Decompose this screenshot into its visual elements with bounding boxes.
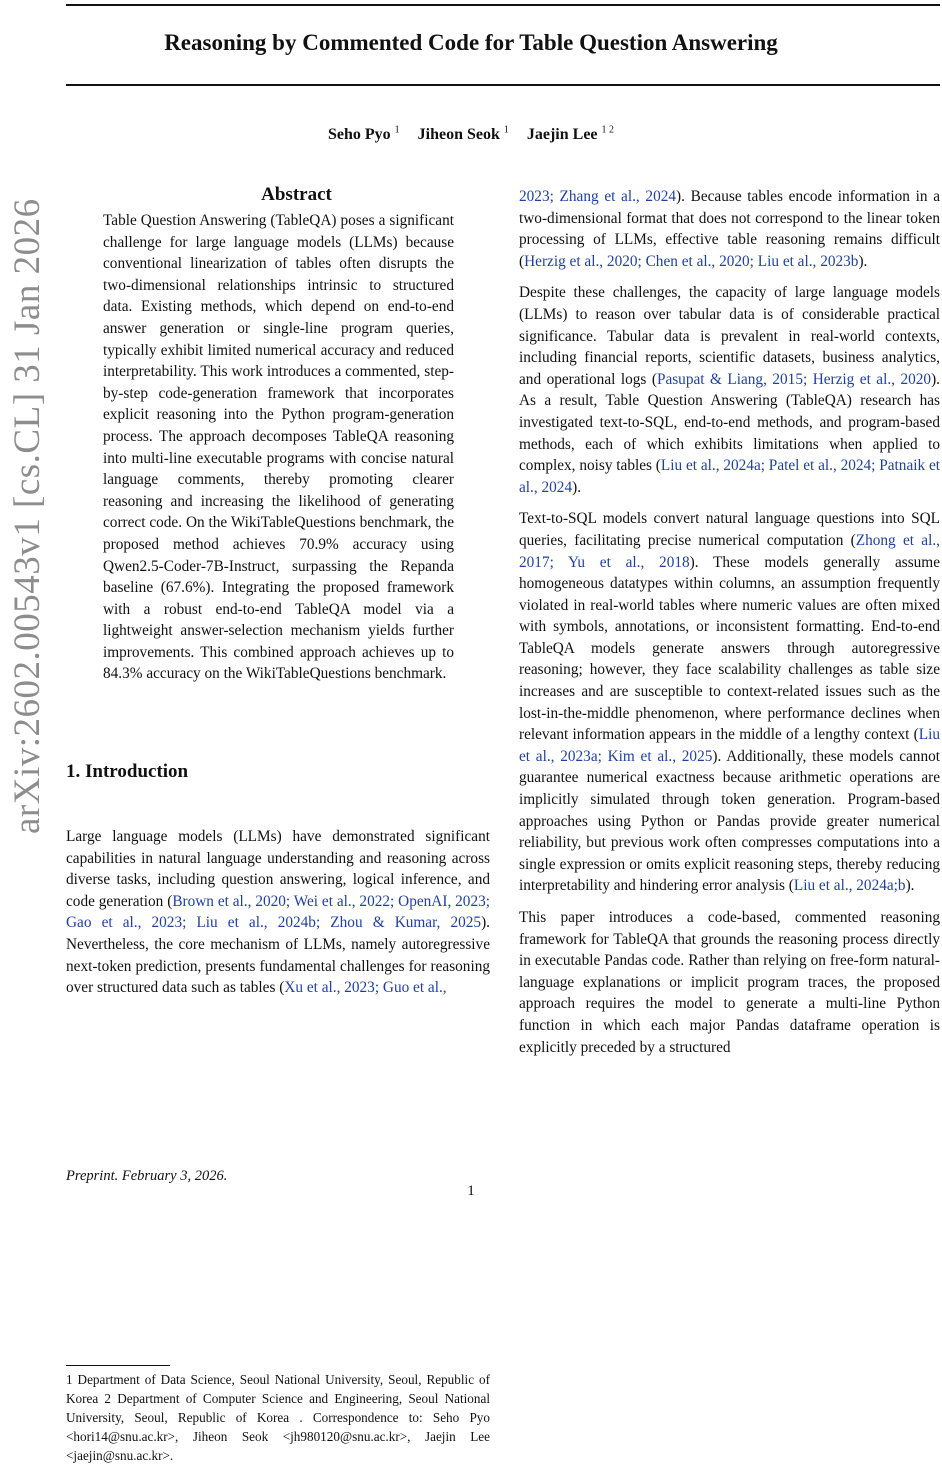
page-number: 1 xyxy=(467,1183,475,1199)
abstract-heading: Abstract xyxy=(261,184,332,205)
citation-link[interactable]: Zhong et al., 2017; Yu et al., 2018 xyxy=(519,531,940,571)
body-paragraph: Text-to-SQL models convert natural language questions into SQL queries, facilitating precise numerical computation (Zhong et al., 2017; Yu et al., 2018). These models generally assume homogeneous datatypes within columns, an assumption frequently violated in real-world tables where numeric values are often mixed with symbols, annotations, or inconsistent formatting. End-to-end TableQA models generate answers through autoregressive reasoning; however, they face scalability challenges as table size increases and are susceptible to context-related issues such as the lost-in-the-middle phenomenon, where performance declines when relevant information appears in the middle of a lengthy context (Liu et al., 2023a; Kim et al., 2025). Additionally, these models cannot guarantee numerical exactness because arithmetic operations are implicitly simulated through token generation. Program-based approaches using Python or Pandas provide greater numerical reliability, but previous work often compresses computations into a single expression or omits explicit reasoning steps, thereby reducing interpretability and hindering error analysis (Liu et al., 2024a;b). xyxy=(519,510,940,895)
affiliation-footnote: 1 Department of Data Science, Seoul National University, Seoul, Republic of Korea 2 Department of Computer Science and Engineering, Seoul National University, Seoul, Republic of Korea . Correspondence to: Seho Pyo <hori14@snu.ac.kr>, Jiheon Seok <jh980120@snu.ac.kr>, Jaejin Lee <jaejin@snu.ac.kr>. xyxy=(66,1372,490,1463)
author: Jiheon Seok $^1$ xyxy=(417,125,509,144)
arxiv-stamp: arXiv:2602.00543v1 [cs.CL] 31 Jan 2026 xyxy=(7,198,48,834)
preprint-date: Preprint. February 3, 2026. xyxy=(66,1168,228,1184)
citation-link[interactable]: Pasupat & Liang, 2015; Herzig et al., 2020 xyxy=(656,370,932,388)
body-paragraph: Despite these challenges, the capacity of large language models (LLMs) to reason over tabular data is of considerable practical significance. Tabular data is prevalent in real-world contexts, including financial reports, scientific datasets, business analytics, and operational logs (Pasupat & Liang, 2015; Herzig et al., 2020). As a result, Table Question Answering (TableQA) research has investigated text-to-SQL, end-to-end methods, and program-based methods, each of which exhibits limitations when applied to complex, noisy tables (Liu et al., 2024a; Patel et al., 2024; Patnaik et al., 2024). xyxy=(519,284,941,496)
abstract-text: Table Question Answering (TableQA) poses a significant challenge for large language models (LLMs) because conventional linearization of tables often disrupts the two-dimensional relationships intrinsic to structured data. Existing methods, which depend on end-to-end answer generation or single-line program queries, typically exhibit limited numerical accuracy and reduced interpretability. This work introduces a commented, step-by-step code-generation framework that incorporates explicit reasoning into the Python program-generation process. The approach decomposes TableQA reasoning into multi-line executable programs with concise natural language comments, thereby promoting clearer reasoning and increasing the likelihood of generating correct code. On the WikiTableQuestions benchmark, the proposed method achieves 70.9% accuracy using Qwen2.5-Coder-7B-Instruct, surpassing the Repanda baseline (67.6%). Integrating the proposed framework with a robust end-to-end TableQA model via a lightweight answer-selection mechanism yields further improvements. This combined approach achieves up to 84.3% accuracy on the WikiTableQuestions benchmark. xyxy=(103,212,454,683)
title-rule xyxy=(66,84,940,86)
footnote-rule xyxy=(66,1365,170,1366)
paper-title: Reasoning by Commented Code for Table Question Answering xyxy=(164,30,778,55)
intro-paragraph: Large language models (LLMs) have demonstrated significant capabilities in natural language understanding and reasoning across diverse tasks, including question answering, logical inference, and code generation (Brown et al., 2020; Wei et al., 2022; OpenAI, 2023; Gao et al., 2023; Liu et al., 2024b; Zhou & Kumar, 2025). Nevertheless, the core mechanism of LLMs, namely autoregressive next-token prediction, presents fundamental challenges for reasoning over structured data such as tables (Xu et al., 2023; Guo et al., xyxy=(66,828,490,997)
author-list xyxy=(0,125,942,144)
citation-link[interactable]: Brown et al., 2020; Wei et al., 2022; OpenAI, 2023; Gao et al., 2023; Liu et al., 2024b; Zhou & Kumar, 2025 xyxy=(66,892,490,932)
citation-link[interactable]: Liu et al., 2023a; Kim et al., 2025 xyxy=(519,726,940,765)
author: Seho Pyo $^1$ xyxy=(327,125,400,144)
section-heading-introduction: 1. Introduction xyxy=(66,761,189,782)
author: Jaejin Lee $^{1 2}$ xyxy=(526,125,615,144)
right-column xyxy=(519,186,940,1068)
body-paragraph: This paper introduces a code-based, commented reasoning framework for TableQA that grounds the reasoning process directly in executable Pandas code. Rather than relying on free-form natural-language explanations or implicit program traces, the proposed approach requires the model to generate a multi-line Python function in which each major Pandas dataframe operation is explicitly preceded by a structured xyxy=(519,909,940,1056)
citation-link[interactable]: 2023; Zhang et al., 2024 xyxy=(519,188,677,205)
citation-link[interactable]: Herzig et al., 2020; Chen et al., 2020; Liu et al., 2023b xyxy=(524,252,859,270)
top-rule xyxy=(66,4,940,6)
citation-link[interactable]: Xu et al., 2023; Guo et al., xyxy=(284,979,447,997)
citation-link[interactable]: Liu et al., 2024a; Patel et al., 2024; Patnaik et al., 2024 xyxy=(519,457,941,496)
citation-link[interactable]: Liu et al., 2024a;b xyxy=(793,877,906,895)
body-paragraph: 2023; Zhang et al., 2024). Because tables encode information in a two-dimensional format that does not correspond to the linear token processing of LLMs, effective table reasoning remains difficult (Herzig et al., 2020; Chen et al., 2020; Liu et al., 2023b). xyxy=(519,188,940,270)
